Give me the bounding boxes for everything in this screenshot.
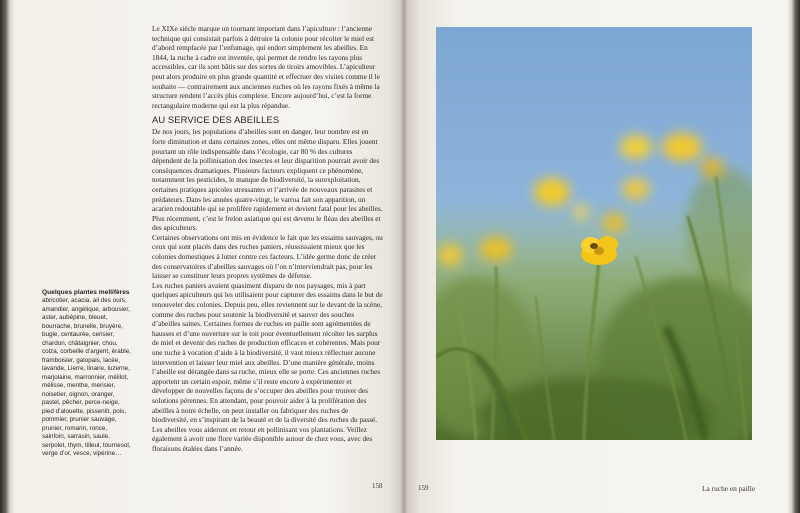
book-edge-right — [788, 0, 800, 513]
photo-illustration — [436, 27, 752, 440]
page-number-left: 158 — [372, 482, 383, 490]
page-number-right: 159 — [418, 484, 429, 492]
buttercup-photo — [436, 27, 752, 440]
intro-paragraph: Le XIXe siècle marque un tournant important dans l’apiculture : l’ancienne technique qui consistait parfois à détruire la colonie pour récolter le miel est d’abord remplacée par l’enfumage, qui endort simplement les abeilles. En 1844, la ruche à cadre est inventée, qui permet de rendre les rayons plus accessibles, car ils sont bâtis sur des sortes de tiroirs amovibles. L’apiculteur peut alors produire en plus grande quantité et effectuer des visites comme il le souhaite — contrairement aux anciennes ruches où les rayons fixés à même la structure rendent l’accès plus complexe. Encore aujourd’hui, c’est la forme rectangulaire moderne qui est la plus répandue. — [152, 24, 380, 110]
sidebar-list: abricotier, acacia, ail des ours, amandier, angélique, arbousier, aster, aubépine, bleuet, bourrache, brunelle, bruyère, bugle, centaurée, cerisier, chardon, châtaignier, chou, colza, corbeille d’argent, érable, framboisier, galopais, lacée, lavande, Lierre, linaire, luzerne, marjolaine, marronnier, mélilot, mélisse, menthe, merisier, noisetier, oignon, oranger, pastel, pêcher, perce-neige, pied d’alouette, pissenlit, pois, pommier, prunier sauvage, prunier, romarin, ronce, sainfoin, sarrasin, saule, serpolet, thym, tilleul, tournesol, verge d’or, vesce, vipérine… — [42, 297, 131, 457]
sidebar-plants — [42, 288, 132, 459]
body-paragraph-3: Les ruches paniers avaient quasiment disparu de nos paysages, mis à part quelques apiculteurs qui les utilisaient pour capturer des essaims dans le but de renouveler des colonies. Depuis peu, elles reviennent sur le devant de la scène, comme des ruches pour soutenir la biodiversité et sauver des souches d’abeilles saines. Certaines formes de ruches en paille sont agrémentées de hausses et d’une ouverture sur le toit pour éventuellement récolter les surplus de miel et devenir des ruches de production efficaces et cohérentes. Mais pour une ruche à vocation d’aide à la biodiversité, il vaut mieux réflectuer aucune intervention et laisser leur miel aux abeilles. D’une manière générale, moins l’abeille est dérangée dans sa ruche, mieux elle se porte. Ces anciennes ruches apportent un certain espoir, même s’il reste encore à expérimenter et développer de nouvelles façons de s’occuper des abeilles pour trouver des solutions pérennes. En attendant, pour pouvoir aider à la prolifération des abeilles à notre échelle, on peut installer ou fabriquer des ruches de biodiversité, en s’inspirant de la beauté et de la diversité des ruches du passé. Les abeilles vous aideront en retour en pollinisant vos plantations. Veillez également à avoir une flore variée disponible autour de chez vous, avec des floraisons étalées dans l’année. — [152, 280, 383, 453]
book-edge-left — [0, 0, 14, 513]
buttercup-flower — [581, 236, 618, 265]
book-gutter — [400, 0, 408, 513]
sidebar-title: Quelques plantes mellifères — [42, 289, 130, 296]
body-paragraph-2: Certaines observations ont mis en évidence le fait que les essaims sauvages, ou ceux qui sont placés dans des ruches paniers, réussissaient mieux que les colonies domestiques à lutter contre ces facteurs. L’idée germe donc de créer des conservatoires d’abeilles sauvages où l’on n’interviendrait pas, pour les laisser se constituer leurs propres systèmes de défense. — [152, 232, 383, 281]
section-title: AU SERVICE DES ABEILLES — [152, 114, 280, 126]
running-head: La ruche en paille — [702, 484, 756, 493]
body-paragraph-1: De nos jours, les populations d’abeilles sont en danger, leur nombre est en forte diminution et dans certaines zones, elles ont même disparu. Elles jouent pourtant un rôle indispensable dans l’écologie, car 80 % des cultures dépendent de la pollinisation des insectes et leur disparition pourrait avoir des conséquences dramatiques. Plusieurs facteurs expliquent ce phénomène, notamment les pesticides, le manque de biodiversité, la surexploitation, certaines pratiques apicoles stressantes et l’arrivée de nouveaux parasites et prédateurs. Dans les années quatre-vingt, le varroa fait son apparition, un acarien redoutable qui se prolifère rapidement et devient fatal pour les abeilles. Plus récemment, c’est le frelon asiatique qui est devenu le fléau des abeilles et des apiculteurs. — [152, 127, 383, 233]
main-text-column — [152, 24, 384, 454]
